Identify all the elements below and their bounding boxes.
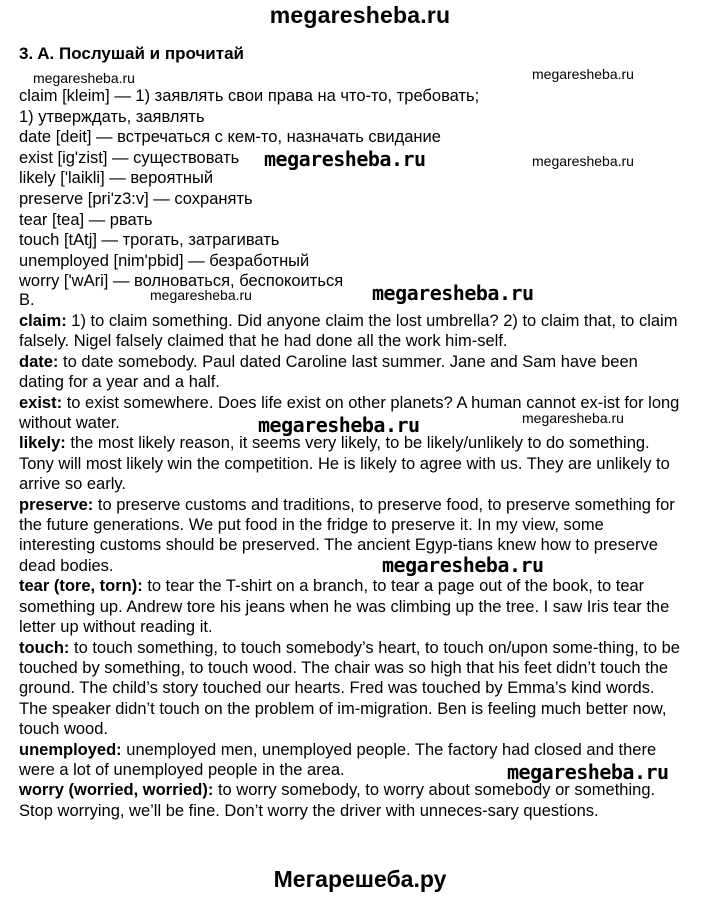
site-footer[interactable]: Мегарешеба.ру <box>273 866 447 892</box>
watermark: megaresheba.ru <box>532 153 634 169</box>
watermark: megaresheba.ru <box>507 760 669 784</box>
vocab-row-tear: tear [tea] — рвать <box>19 210 153 229</box>
entry-term: likely: <box>19 434 66 453</box>
entry-term: preserve: <box>19 495 94 514</box>
vocab-row-exist: exist [ig'zist] — существовать <box>19 148 240 167</box>
vocab-row-likely: likely ['laikli] — вероятный <box>19 169 214 188</box>
vocab-row-date: date [deit] — встречаться с кем-то, назначать свидание <box>19 128 441 147</box>
entry-tear <box>19 576 681 637</box>
vocab-row-unemployed: unemployed [nim'pbid] — безработный <box>19 251 310 270</box>
watermark: megaresheba.ru <box>258 413 420 437</box>
entry-term: tear (tore, torn): <box>19 577 143 596</box>
entry-text: to exist somewhere. Does life exist on other planets? A human cannot ex-ist for long without water. <box>19 393 680 433</box>
entry-likely <box>19 433 681 494</box>
entry-term: unemployed: <box>19 740 122 759</box>
entry-text: to touch something, to touch somebody’s heart, to touch on/upon some-thing, to be touched by something, to touch wood. The chair was so high that his feet didn’t touch the ground. The child’s story touched our hearts. Fred was touched by Emma’s kind words. The speaker didn’t touch on the problem of im-migration. Ben is feeling much better now, touch wood. <box>19 638 680 739</box>
entry-text: to tear the T-shirt on a branch, to tear a page out of the book, to tear something up. Andrew tore his jeans when he was climbing up the tree. I saw Iris tear the letter up without reading it. <box>19 577 670 637</box>
entry-text: unemployed men, unemployed people. The factory had closed and there were a lot of unemployed people in the area. <box>19 740 657 779</box>
entry-text: to worry somebody, to worry about somebody or something. Stop worrying, we’ll be fine. Don’t worry the driver with unneces-sary questions. <box>19 781 656 820</box>
entry-worry <box>19 780 681 821</box>
entry-preserve <box>19 495 681 577</box>
entry-claim <box>19 311 681 352</box>
entry-text: to date somebody. Paul dated Caroline last summer. Jane and Sam have been dating for a year and a half. <box>19 352 638 392</box>
watermark: megaresheba.ru <box>532 66 634 82</box>
section-b-label: B. <box>19 291 35 309</box>
watermark: megaresheba.ru <box>522 410 624 426</box>
site-header[interactable]: megaresheba.ru <box>269 2 451 28</box>
entry-term: touch: <box>19 638 70 657</box>
vocab-row-preserve: preserve [pri'z3:v] — сохранять <box>19 189 253 208</box>
watermark: megaresheba.ru <box>372 281 534 305</box>
entry-term: claim: <box>19 312 67 330</box>
entry-term: exist: <box>19 393 63 412</box>
watermark: megaresheba.ru <box>150 287 252 303</box>
usage-entries <box>19 311 681 821</box>
watermark: megaresheba.ru <box>33 70 135 86</box>
watermark: megaresheba.ru <box>264 147 426 171</box>
entry-term: date: <box>19 352 59 371</box>
entry-date <box>19 352 681 393</box>
entry-text: the most likely reason, it seems very likely, to be likely/unlikely to do something. Tony will most likely win the competition. He is likely to agree with us. They are unlikely to arrive so early. <box>19 434 670 494</box>
watermark: megaresheba.ru <box>382 553 544 577</box>
vocab-row-claim: claim [kleim] — 1) заявлять свои права на что-то, требовать; <box>19 87 480 105</box>
vocab-row-touch: touch [tAtj] — трогать, затрагивать <box>19 231 280 250</box>
entry-term: worry (worried, worried): <box>19 781 214 800</box>
vocab-row-worry: worry ['wAri] — волноваться, беспокоиться <box>19 272 344 291</box>
exercise-title: 3. A. Послушай и прочитай <box>19 44 244 63</box>
entry-text: to preserve customs and traditions, to preserve food, to preserve something for the future generations. We put food in the fridge to preserve it. In my view, some interesting customs should be preserved. The ancient Egyp-tians knew how to preserve dead bodies. <box>19 495 675 575</box>
vocabulary-list <box>19 86 679 292</box>
vocab-row-claim-sense: 1) утверждать, заявлять <box>19 107 205 126</box>
entry-text: 1) to claim something. Did anyone claim the lost umbrella? 2) to claim that, to claim falsely. Nigel falsely claimed that he had done all the work him-self. <box>19 312 678 351</box>
entry-touch <box>19 638 681 740</box>
